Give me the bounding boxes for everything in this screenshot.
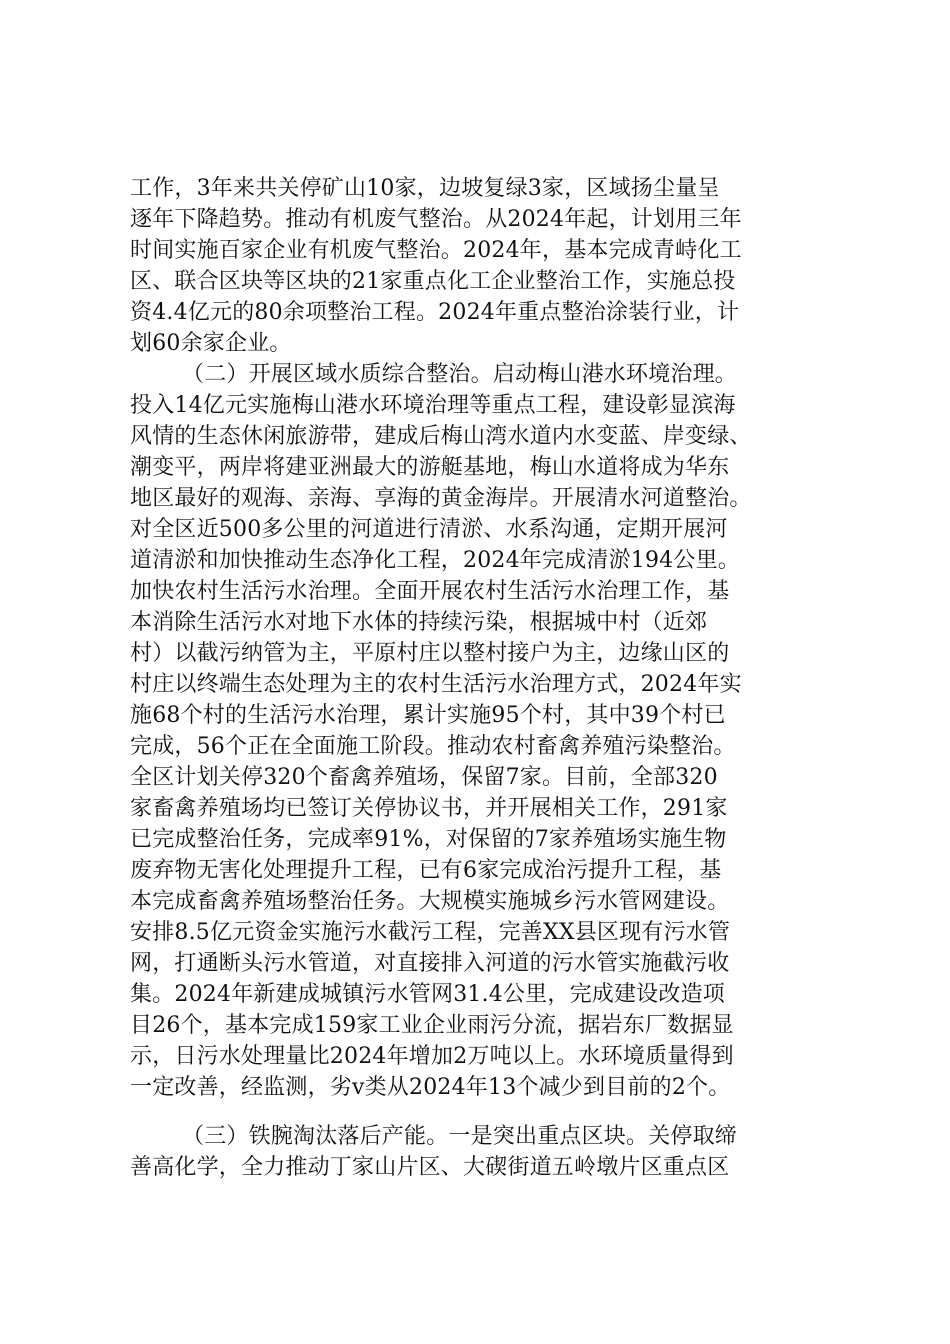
text-line: 安排8.5亿元资金实施污水截污工程，完善XX县区现有污水管 [130, 920, 731, 945]
text-line: 村庄以终端生态处理为主的农村生活污水治理方式，2024年实 [130, 672, 742, 697]
text-line: 划60余家企业。 [130, 331, 292, 356]
text-line: （三）铁腕淘汰落后产能。一是突出重点区块。关停取缔 [182, 1124, 738, 1149]
paragraph-air-pollution [130, 173, 830, 359]
text-line: 时间实施百家企业有机废气整治。2024年，基本完成青峙化工 [130, 238, 742, 263]
text-line: 资4.4亿元的80余项整治工程。2024年重点整治涂装行业，计 [130, 300, 740, 325]
text-line: 投入14亿元实施梅山港水环境治理等重点工程，建设彰显滨海 [130, 393, 736, 418]
text-line: 本完成畜禽养殖场整治任务。大规模实施城乡污水管网建设。 [130, 889, 730, 914]
text-line: 完成，56个正在全面施工阶段。推动农村畜禽养殖污染整治。 [130, 734, 736, 759]
text-line: 一定改善，经监测，劣v类从2024年13个减少到目前的2个。 [130, 1075, 731, 1100]
text-line: 逐年下降趋势。推动有机废气整治。从2024年起，计划用三年 [130, 207, 742, 232]
paragraph-backward-capacity [130, 1121, 830, 1183]
text-line: 施68个村的生活污水治理，累计实施95个村，其中39个村已 [130, 703, 726, 728]
text-line: 道清淤和加快推动生态净化工程，2024年完成清淤194公里。 [130, 548, 740, 573]
text-line: 家畜禽养殖场均已签订关停协议书，并开展相关工作，291家 [130, 796, 728, 821]
text-line: （二）开展区域水质综合整治。启动梅山港水环境治理。 [182, 362, 738, 387]
text-line: 目26个，基本完成159家工业企业雨污分流，据岩东厂数据显 [130, 1013, 734, 1038]
paragraph-water-quality [130, 359, 830, 1103]
text-line: 区、联合区块等区块的21家重点化工企业整治工作，实施总投 [130, 269, 736, 294]
text-line: 本消除生活污水对地下水体的持续污染，根据城中村（近郊 [130, 610, 708, 635]
text-line: 地区最好的观海、亲海、享海的黄金海岸。开展清水河道整治。 [130, 486, 752, 511]
text-line: 工作，3年来共关停矿山10家，边坡复绿3家，区域扬尘量呈 [130, 176, 720, 201]
text-line: 加快农村生活污水治理。全面开展农村生活污水治理工作，基 [130, 579, 730, 604]
text-line: 废弃物无害化处理提升工程，已有6家完成治污提升工程，基 [130, 858, 722, 883]
text-line: 示，日污水处理量比2024年增加2万吨以上。水环境质量得到 [130, 1044, 734, 1069]
text-line: 对全区近500多公里的河道进行清淤、水系沟通，定期开展河 [130, 517, 728, 542]
text-line: 全区计划关停320个畜禽养殖场，保留7家。目前，全部320 [130, 765, 718, 790]
text-line: 潮变平，两岸将建亚洲最大的游艇基地，梅山水道将成为华东 [130, 455, 730, 480]
text-line: 村）以截污纳管为主，平原村庄以整村接户为主，边缘山区的 [130, 641, 730, 666]
text-line: 善高化学，全力推动丁家山片区、大碶街道五岭墩片区重点区 [130, 1155, 730, 1180]
text-line: 风情的生态休闲旅游带，建成后梅山湾水道内水变蓝、岸变绿、 [130, 424, 752, 449]
text-line: 集。2024年新建成城镇污水管网31.4公里，完成建设改造项 [130, 982, 725, 1007]
text-line: 网，打通断头污水管道，对直接排入河道的污水管实施截污收 [130, 951, 730, 976]
text-line: 已完成整治任务，完成率91%，对保留的7家养殖场实施生物 [130, 827, 727, 852]
